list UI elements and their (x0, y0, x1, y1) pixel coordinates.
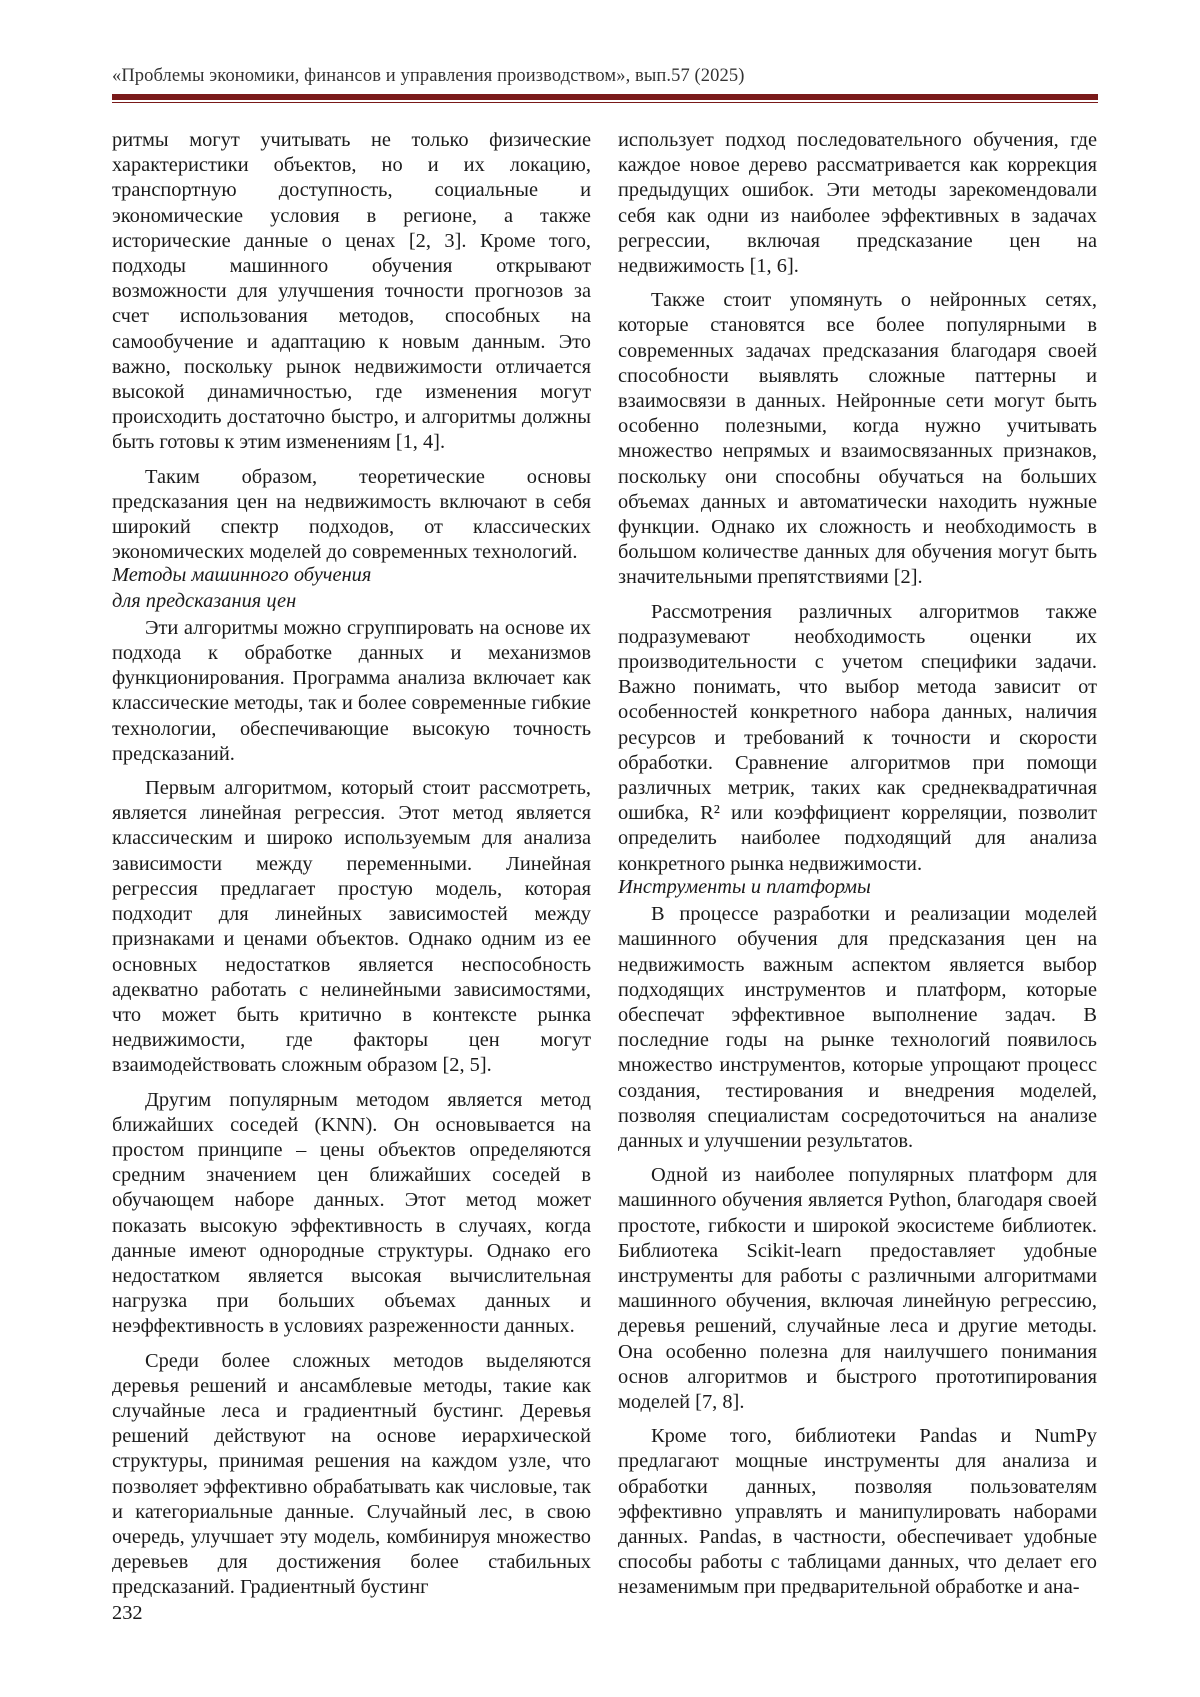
header-rule-thick (112, 94, 1098, 100)
paragraph: Эти алгоритмы можно сгруппировать на основе их подхода к обработке данных и механизмов функционирования. Программа анализа включает как классические методы, так и более современные гибкие технологии, обеспечивающие высокую точность предсказаний. (112, 616, 591, 765)
section-heading (618, 875, 1097, 900)
paragraph: Другим популярным методом является метод ближайших соседей (KNN). Он основывается на простом принципе – цены объектов определяются средним значением цен ближайших соседей в обучающем наборе данных. Этот метод может показать высокую эффективность в случаях, когда данные имеют однородные структуры. Однако его недостатком является высокая вычислительная нагрузка при больших объемах данных и неэффективность в условиях разреженности данных. (112, 1088, 591, 1338)
section-heading-line: для предсказания цен (112, 589, 297, 612)
section-heading-line: Инструменты и платформы (618, 875, 871, 898)
paragraph: Кроме того, библиотеки Pandas и NumPy предлагают мощные инструменты для анализа и обработки данных, позволяя пользователям эффективно управлять и манипулировать наборами данных. Pandas, в частности, обеспечивает удобные способы работы с таблицами данных, что делает его незаменимым при предварительной обработке и ана- (618, 1425, 1097, 1599)
left-column (112, 128, 591, 1610)
paragraph: Также стоит упомянуть о нейронных сетях, которые становятся все более популярными в современных задачах предсказания благодаря своей способности выявлять сложные паттерны и взаимосвязи в данных. Нейронные сети могут быть особенно полезными, когда нужно учитывать множество непрямых и взаимосвязанных признаков, поскольку они способны обучаться на больших объемах данных и автоматически находить нужные функции. Однако их сложность и необходимость в большом количестве данных для обучения могут быть значительными препятствиями [2]. (618, 289, 1097, 589)
journal-header: «Проблемы экономики, финансов и управления производством», вып.57 (2025) (112, 66, 745, 86)
paragraph: В процессе разработки и реализации моделей машинного обучения для предсказания цен на недвижимость важным аспектом является выбор подходящих инструментов и платформ, которые обеспечат эффективное выполнение задач. В последние годы на рынке технологий появилось множество инструментов, которые упрощают процесс создания, тестирования и внедрения моделей, позволяя специалистам сосредоточиться на анализе данных и улучшении результатов. (618, 903, 1097, 1152)
header-rule-thin (112, 102, 1098, 103)
paragraph: использует подход последовательного обучения, где каждое новое дерево рассматривается как коррекция предыдущих ошибок. Эти методы зарекомендовали себя как одни из наиболее эффективных в задачах регрессии, включая предсказание цен на недвижимость [1, 6]. (618, 129, 1097, 278)
paragraph: Таким образом, теоретические основы предсказания цен на недвижимость включают в себя широкий спектр подходов, от классических экономических моделей до современных технологий. (112, 465, 591, 564)
paragraph: ритмы могут учитывать не только физические характеристики объектов, но и их локацию, транспортную доступность, социальные и экономические условия в регионе, а также исторические данные о ценах [2, 3]. Кроме того, подходы машинного обучения открывают возможности для улучшения точности прогнозов за счет использования методов, способных на самообучение и адаптацию к новым данным. Это важно, поскольку рынок недвижимости отличается высокой динамичностью, где изменения могут происходить достаточно быстро, и алгоритмы должны быть готовы к этим изменениям [1, 4]. (112, 129, 591, 454)
paragraph: Одной из наиболее популярных платформ для машинного обучения является Python, благодаря своей простоте, гибкости и широкой экосистеме библиотек. Библиотека Scikit-learn предоставляет удобные инструменты для работы с различными алгоритмами машинного обучения, включая линейную регрессию, деревья решений, случайные леса и другие методы. Она особенно полезна для наилучшего понимания основ алгоритмов и быстрого прототипирования моделей [7, 8]. (618, 1164, 1097, 1413)
paragraph: Рассмотрения различных алгоритмов также подразумевают необходимость оценки их производительности с учетом специфики задачи. Важно понимать, что выбор метода зависит от особенностей конкретного набора данных, наличия ресурсов и требований к точности и скорости обработки. Сравнение алгоритмов при помощи различных метрик, таких как среднеквадратичная ошибка, R² или коэффициент корреляции, позволит определить наиболее подходящий для анализа конкретного рынка недвижимости. (618, 600, 1097, 875)
right-column (618, 128, 1097, 1610)
page-number: 232 (112, 1602, 143, 1624)
section-heading-line: Методы машинного обучения (112, 564, 372, 587)
paragraph: Первым алгоритмом, который стоит рассмотреть, является линейная регрессия. Этот метод является классическим и широко используемым для анализа зависимости между переменными. Линейная регрессия предлагает простую модель, которая подходит для линейных зависимостей между признаками и ценами объектов. Однако одним из ее основных недостатков является неспособность адекватно работать с нелинейными зависимостями, что может быть критично в контексте рынка недвижимости, где факторы цен могут взаимодействовать сложным образом [2, 5]. (112, 777, 591, 1077)
section-heading (112, 563, 591, 613)
paragraph: Среди более сложных методов выделяются деревья решений и ансамблевые методы, такие как случайные леса и градиентный бустинг. Деревья решений действуют на основе иерархической структуры, принимая решения на каждом узле, что позволяет эффективно обрабатывать как числовые, так и категориальные данные. Случайный лес, в свою очередь, улучшает эту модель, комбинируя множество деревьев для достижения более стабильных предсказаний. Градиентный бустинг (112, 1349, 591, 1599)
